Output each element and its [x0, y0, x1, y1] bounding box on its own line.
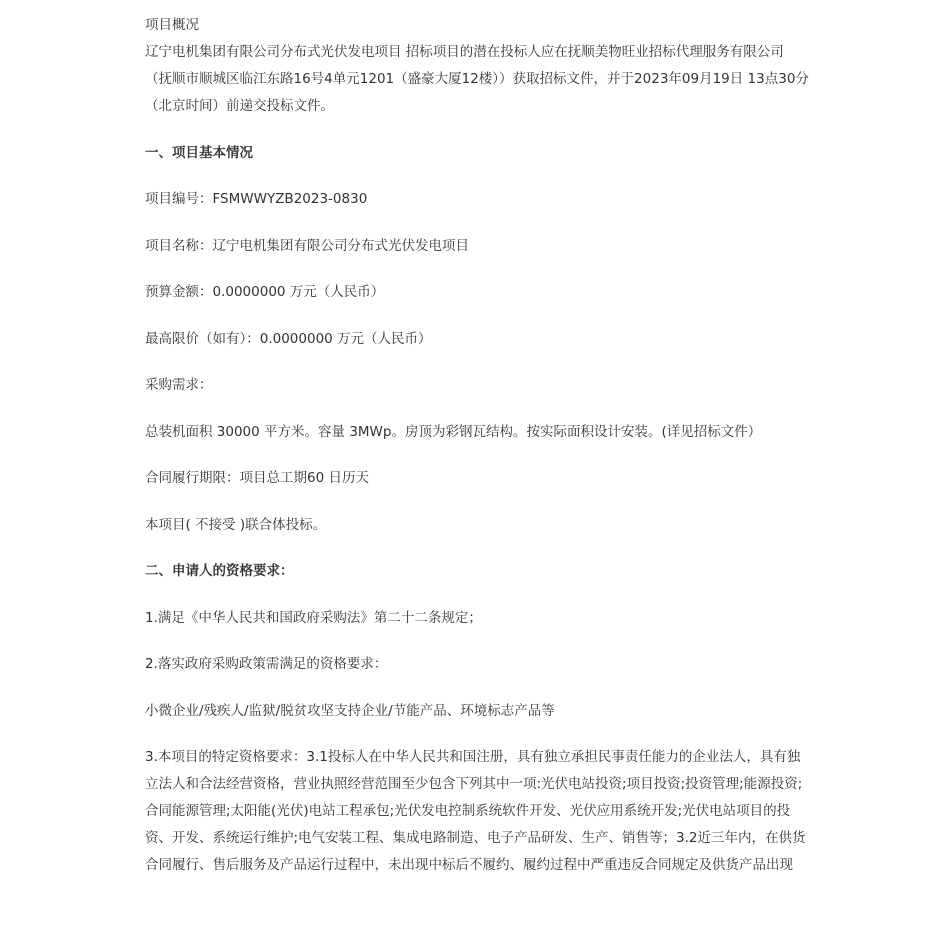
consortium-note: 本项目( 不接受 )联合体投标。	[145, 516, 327, 533]
budget-amount: 预算金额：0.0000000 万元（人民币）	[145, 284, 385, 300]
section2-title: 二、申请人的资格要求：	[145, 563, 294, 579]
requirement-2-detail: 小微企业/残疾人/监狱/脱贫攻坚支持企业/节能产品、环境标志产品等	[145, 702, 555, 719]
requirement-3-line-4: 资、开发、系统运行维护;电气安装工程、集成电路制造、电子产品研发、生产、销售等；3.2近三年内，在供货	[145, 830, 806, 846]
overview-line-1: 辽宁电机集团有限公司分布式光伏发电项目 招标项目的潜在投标人应在抚顺美物旺业招标代理服务有限公司	[145, 44, 784, 60]
section1-title: 一、项目基本情况	[145, 144, 253, 161]
requirement-3	[145, 744, 825, 879]
overview-heading: 项目概况	[145, 17, 199, 33]
requirement-3-line-5: 合同履行、售后服务及产品运行过程中，未出现中标后不履约、履约过程中严重违反合同规定及供货产品出现	[145, 857, 793, 873]
requirement-3-line-3: 合同能源管理;太阳能(光伏)电站工程承包;光伏发电控制系统软件开发、光伏应用系统开发;光伏电站项目的投	[145, 803, 791, 819]
requirement-1: 1.满足《中华人民共和国政府采购法》第二十二条规定；	[145, 609, 482, 626]
project-name: 项目名称：辽宁电机集团有限公司分布式光伏发电项目	[145, 237, 469, 254]
procurement-demand-text: 总装机面积 30000 平方米。容量 3MWp。房顶为彩钢瓦结构。按实际面积设计安装。(详见招标文件）	[145, 423, 762, 440]
overview-line-2: （抚顺市顺城区临江东路16号4单元1201（盛豪大厦12楼））获取招标文件，并于2023年09月19日 13点30分	[145, 71, 809, 87]
procurement-demand-label: 采购需求：	[145, 377, 213, 393]
contract-period: 合同履行期限：项目总工期60 日历天	[145, 470, 369, 486]
overview-line-3: （北京时间）前递交投标文件。	[145, 98, 334, 114]
requirement-3-line-2: 立法人和合法经营资格，营业执照经营范围至少包含下列其中一项:光伏电站投资;项目投资;投资管理;能源投资;	[145, 776, 803, 792]
announcement-document	[145, 12, 825, 879]
project-number: 项目编号：FSMWWYZB2023-0830	[145, 191, 368, 207]
requirement-2: 2.落实政府采购政策需满足的资格要求：	[145, 656, 388, 672]
requirement-3-line-1: 3.本项目的特定资格要求：3.1投标人在中华人民共和国注册，具有独立承担民事责任能力的企业法人，具有独	[145, 749, 801, 765]
max-price: 最高限价（如有）：0.0000000 万元（人民币）	[145, 330, 432, 347]
